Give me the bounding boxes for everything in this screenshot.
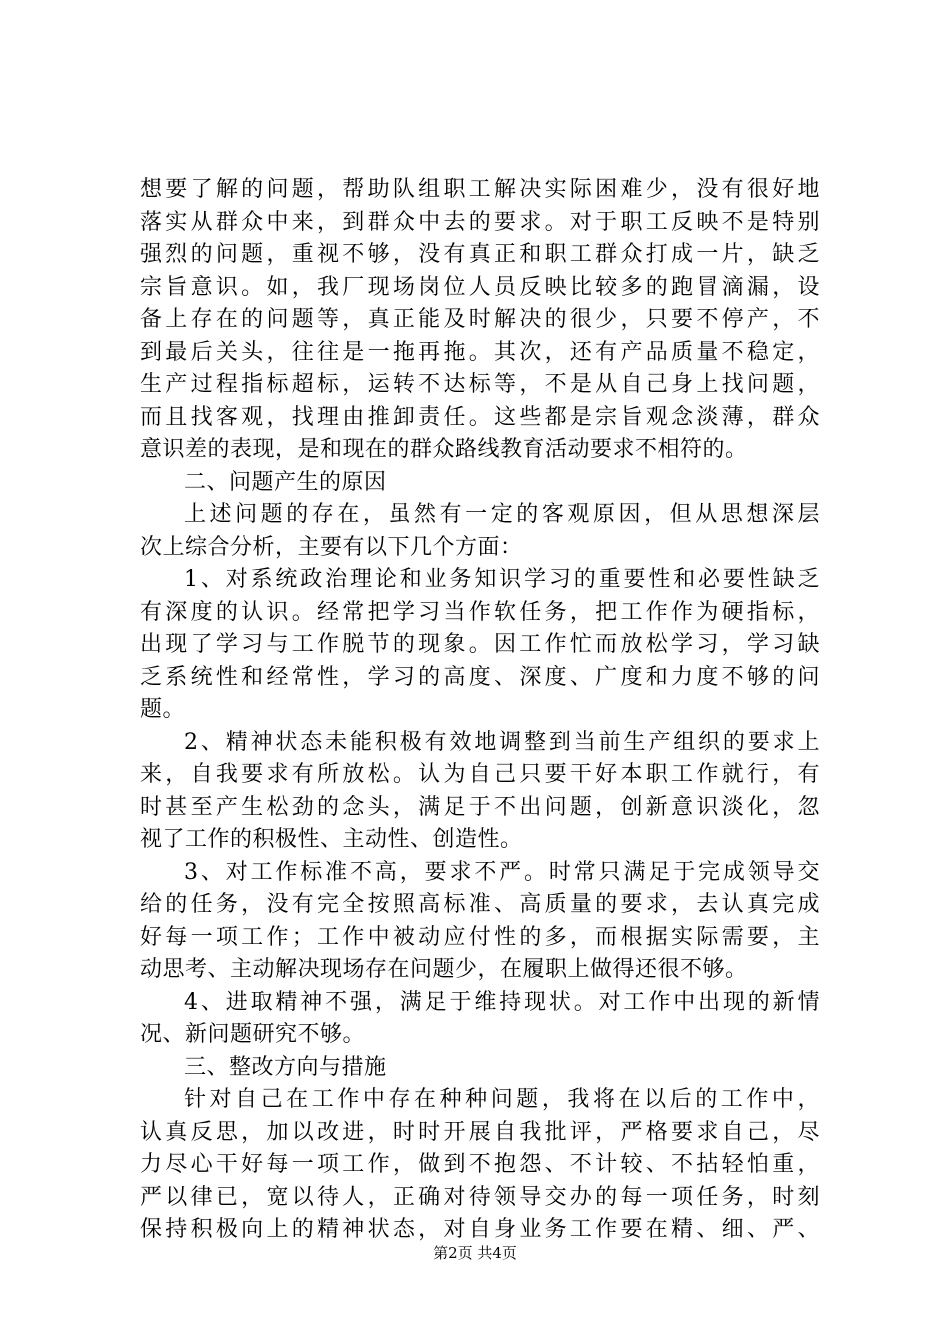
text-line: 题。 [140,697,186,722]
text-line: 2、精神状态未能积极有效地调整到当前生产组织的要求上 [184,729,820,755]
text-line: 视了工作的积极性、主动性、创造性。 [140,827,523,852]
text-line: 力尽心干好每一项工作，做到不抱怨、不计较、不拈轻怕重， [140,1152,820,1177]
text-line: 好每一项工作；工作中被动应付性的多，而根据实际需要，主 [140,924,820,950]
document-body [140,174,820,1247]
page-footer: 第2页 共4页 [433,1244,517,1262]
text-line: 三、整改方向与措施 [184,1054,387,1080]
text-line: 宗旨意识。如，我厂现场岗位人员反映比较多的跑冒滴漏，设 [140,274,820,300]
text-line: 况、新问题研究不够。 [140,1022,366,1047]
text-line: 而且找客观，找理由推卸责任。这些都是宗旨观念淡薄，群众 [140,404,820,430]
text-line: 认真反思，加以改进，时时开展自我批评，严格要求自己，尽 [140,1119,820,1145]
text-line: 生产过程指标超标，运转不达标等，不是从自己身上找问题， [140,372,820,397]
text-line: 来，自我要求有所放松。认为自己只要干好本职工作就行，有 [140,762,820,787]
text-line: 严以律已，宽以待人，正确对待领导交办的每一项任务，时刻 [140,1184,820,1210]
text-line: 强烈的问题，重视不够，没有真正和职工群众打成一片，缺乏 [140,242,820,267]
text-line: 针对自己在工作中存在种种问题，我将在以后的工作中， [184,1087,820,1112]
text-line: 4、进取精神不强，满足于维持现状。对工作中出现的新情 [184,989,820,1015]
text-line: 1、对系统政治理论和业务知识学习的重要性和必要性缺乏 [184,567,820,592]
text-line: 次上综合分析，主要有以下几个方面： [140,534,523,560]
text-line: 动思考、主动解决现场存在问题少，在履职上做得还很不够。 [140,957,748,982]
text-line: 出现了学习与工作脱节的现象。因工作忙而放松学习，学习缺 [140,632,820,657]
text-line: 备上存在的问题等，真正能及时解决的很少，只要不停产，不 [140,307,820,332]
text-line: 想要了解的问题，帮助队组职工解决实际困难少，没有很好地 [140,177,820,202]
text-line: 意识差的表现，是和现在的群众路线教育活动要求不相符的。 [140,437,748,462]
text-line: 落实从群众中来，到群众中去的要求。对于职工反映不是特别 [140,209,820,235]
text-line: 时甚至产生松劲的念头，满足于不出问题，创新意识淡化，忽 [140,794,820,820]
text-line: 二、问题产生的原因 [184,469,387,495]
text-line: 到最后关头，往往是一拖再拖。其次，还有产品质量不稳定， [140,339,820,365]
text-line: 保持积极向上的精神状态，对自身业务工作要在精、细、严、 [140,1217,820,1242]
text-line: 乏系统性和经常性，学习的高度、深度、广度和力度不够的问 [140,664,820,690]
text-line: 上述问题的存在，虽然有一定的客观原因，但从思想深层 [184,502,820,527]
text-line: 有深度的认识。经常把学习当作软任务，把工作作为硬指标， [140,599,820,625]
text-line: 3、对工作标准不高，要求不严。时常只满足于完成领导交 [184,859,820,885]
text-line: 给的任务，没有完全按照高标准、高质量的要求，去认真完成 [140,892,820,917]
